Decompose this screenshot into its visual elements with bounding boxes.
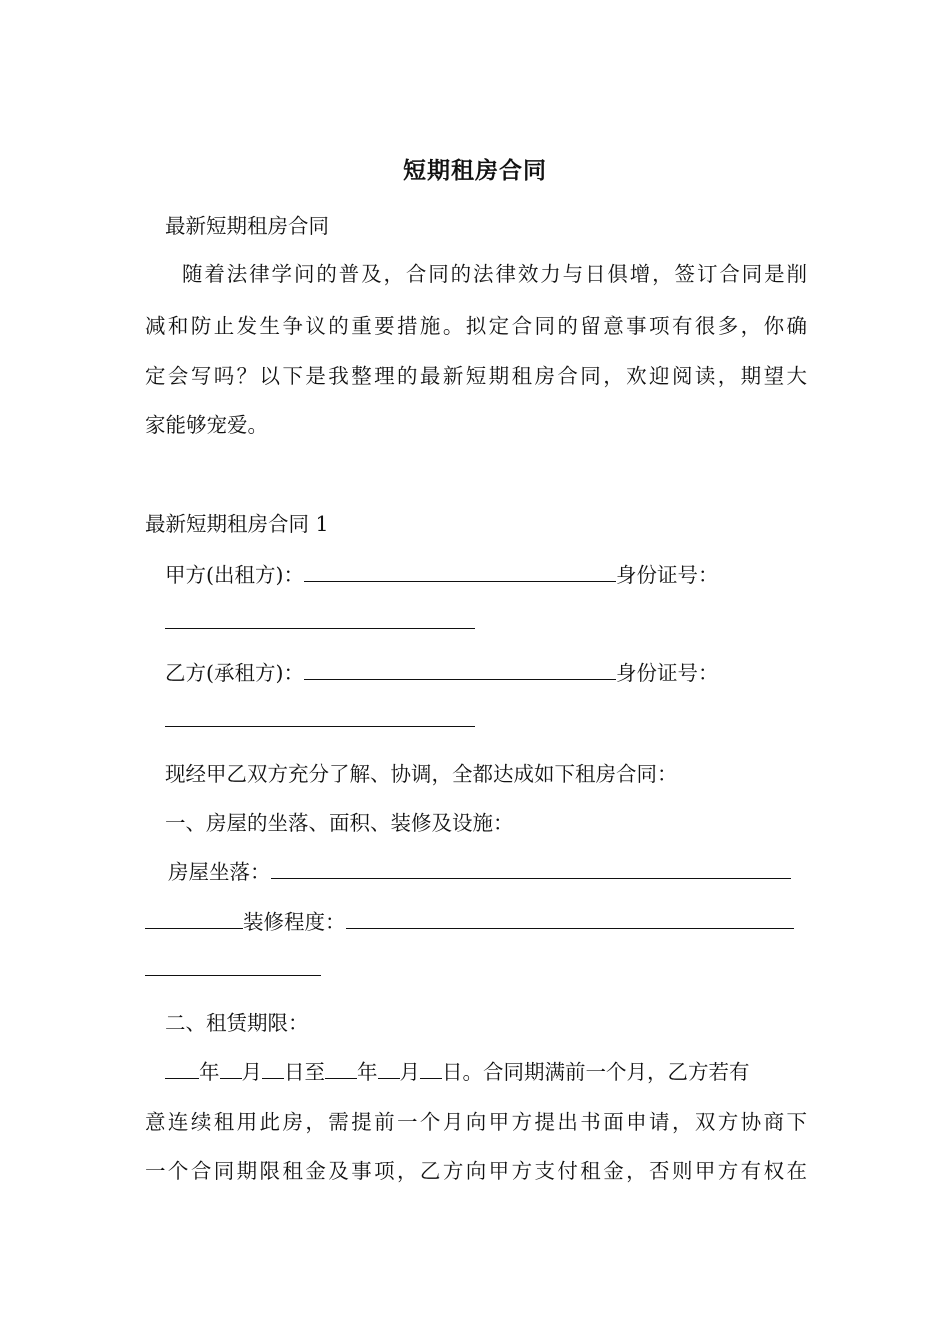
day-to-label: 日至: [284, 1060, 325, 1084]
month-label-2: 月: [399, 1060, 420, 1084]
end-day-blank: [420, 1058, 442, 1079]
lease-term-text: 日。合同期满前一个月，乙方若有: [442, 1060, 750, 1084]
start-year-blank: [165, 1058, 199, 1079]
intro-line-1: 随着法律学问的普及，合同的法律效力与日俱增，签订合同是削: [182, 262, 807, 286]
party-a-id-row: [165, 608, 475, 636]
party-a-row: [165, 561, 719, 589]
year-label: 年: [199, 1060, 220, 1084]
intro-line-3: 定会写吗？以下是我整理的最新短期租房合同，欢迎阅读，期望大: [145, 364, 807, 388]
party-b-row: [165, 659, 719, 687]
location-row: [168, 858, 791, 886]
subtitle: 最新短期租房合同: [165, 214, 329, 238]
end-year-blank: [325, 1058, 357, 1079]
section-heading: 最新短期租房合同 1: [145, 512, 329, 536]
decoration-row: [145, 908, 794, 936]
clause-1-heading: 一、房屋的坐落、面积、装修及设施：: [165, 811, 514, 835]
lease-term-row: [165, 1058, 750, 1086]
intro-line-2: 减和防止发生争议的重要措施。拟定合同的留意事项有很多，你确: [145, 314, 807, 338]
clause-2-heading: 二、租赁期限：: [165, 1011, 309, 1035]
decoration-label: 装修程度：: [243, 910, 346, 934]
party-b-id-blank: [165, 706, 475, 727]
clause-2-line-3: 一个合同期限租金及事项，乙方向甲方支付租金，否则甲方有权在: [145, 1159, 807, 1183]
party-a-id-label: 身份证号：: [616, 563, 719, 587]
party-a-name-blank: [304, 561, 616, 582]
location-blank-cont: [145, 908, 243, 929]
party-b-id-label: 身份证号：: [616, 661, 719, 685]
document-title: 短期租房合同: [403, 157, 547, 184]
party-b-label: 乙方(承租方)：: [165, 661, 304, 685]
decoration-blank: [346, 908, 794, 929]
location-blank: [271, 858, 791, 879]
agreement-text: 现经甲乙双方充分了解、协调，全都达成如下租房合同：: [165, 762, 678, 786]
party-a-label: 甲方(出租方)：: [165, 563, 304, 587]
decoration-blank-cont: [145, 955, 321, 976]
party-b-id-row: [165, 706, 475, 734]
decoration-blank-row: [145, 955, 321, 983]
location-label: 房屋坐落：: [168, 860, 271, 884]
party-a-id-blank: [165, 608, 475, 629]
intro-line-4: 家能够宠爱。: [145, 413, 268, 437]
clause-2-line-2: 意连续租用此房，需提前一个月向甲方提出书面申请，双方协商下: [145, 1110, 807, 1134]
start-day-blank: [262, 1058, 284, 1079]
year-label-2: 年: [357, 1060, 378, 1084]
month-label: 月: [241, 1060, 262, 1084]
party-b-name-blank: [304, 659, 616, 680]
start-month-blank: [220, 1058, 242, 1079]
end-month-blank: [378, 1058, 400, 1079]
